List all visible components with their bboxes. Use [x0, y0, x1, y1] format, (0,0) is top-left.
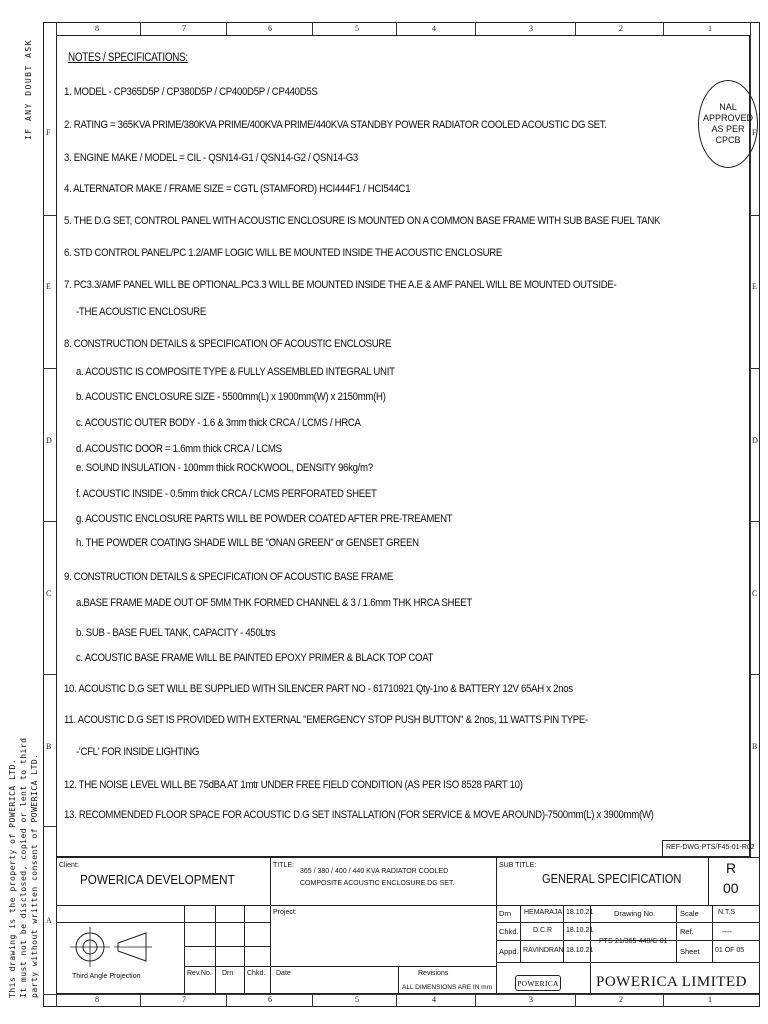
title-line1: 365 / 380 / 400 / 440 KVA RADIATOR COOLED	[300, 868, 449, 875]
note-subitem: h. THE POWDER COATING SHADE WILL BE "ONAN GREEN" or GENSET GREEN	[76, 537, 419, 549]
zone-label: D	[46, 436, 52, 445]
zone-label: 2	[619, 24, 623, 33]
appd-label: Appd.	[499, 947, 519, 956]
note-item: 10. ACOUSTIC D.G SET WILL BE SUPPLIED WITH SILENCER PART NO - 61710921 Qty-1no & BATTERY 12V 65AH x 2nos	[64, 683, 573, 695]
zone-label: 5	[355, 24, 359, 33]
note-subitem: a. ACOUSTIC IS COMPOSITE TYPE & FULLY ASSEMBLED INTEGRAL UNIT	[76, 366, 395, 378]
zone-label: 2	[619, 995, 623, 1004]
side-property-line1: This drawing is the property of POWERICA LTD.	[8, 758, 17, 998]
stamp-line: NAL	[719, 102, 737, 112]
title-line2: COMPOSITE ACOUSTIC ENCLOSURE DG SET.	[300, 880, 455, 887]
note-item: 4. ALTERNATOR MAKE / FRAME SIZE = CGTL (STAMFORD) HCI444F1 / HCI544C1	[64, 183, 411, 195]
zone-label: 1	[708, 24, 712, 33]
revisions-label: Revisions	[418, 970, 449, 977]
note-item: 11. ACOUSTIC D.G SET IS PROVIDED WITH EXTERNAL "EMERGENCY STOP PUSH BUTTON" & 2nos, 11 WATTS PIN TYPE-	[64, 714, 588, 726]
sheet-label: Sheet	[680, 947, 700, 956]
zone-label: 6	[268, 24, 272, 33]
zone-label: 7	[182, 24, 186, 33]
note-item: 7. PC3.3/AMF PANEL WILL BE OPTIONAL.PC3.3 WILL BE MOUNTED INSIDE THE A.E & AMF PANEL WILL BE MOUNTED OUTSIDE-	[64, 279, 617, 291]
rev-no-label: Rev.No.	[187, 970, 212, 977]
note-item: -'CFL' FOR INSIDE LIGHTING	[76, 746, 200, 758]
drn-label: Drn	[499, 909, 512, 918]
zone-label: 7	[182, 995, 186, 1004]
ref-label: Ref.	[680, 927, 694, 936]
note-subitem: f. ACOUSTIC INSIDE - 0.5mm thick CRCA / LCMS PERFORATED SHEET	[76, 488, 377, 500]
note-item: 6. STD CONTROL PANEL/PC 1.2/AMF LOGIC WILL BE MOUNTED INSIDE THE ACOUSTIC ENCLOSURE	[64, 247, 502, 259]
drawing-no-label: Drawing No.	[614, 909, 656, 918]
note-item: 5. THE D.G SET, CONTROL PANEL WITH ACOUSTIC ENCLOSURE IS MOUNTED ON A COMMON BASE FRAME WITH SUB BASE FUEL TANK	[64, 215, 661, 227]
note-item: 3. ENGINE MAKE / MODEL = CIL - QSN14-G1 / QSN14-G2 / QSN14-G3	[64, 152, 358, 164]
zone-label: 4	[432, 24, 436, 33]
client-name: POWERICA DEVELOPMENT	[80, 872, 235, 887]
note-subitem: b. SUB - BASE FUEL TANK, CAPACITY - 450Ltrs	[76, 627, 276, 639]
note-item: 8. CONSTRUCTION DETAILS & SPECIFICATION OF ACOUSTIC ENCLOSURE	[64, 338, 392, 350]
zone-label: 1	[708, 995, 712, 1004]
sheet-value: 01 OF 05	[715, 947, 745, 954]
chkd-date: 18.10.21	[566, 927, 594, 934]
scale-label: Scale	[680, 909, 699, 918]
zone-label: B	[752, 742, 758, 751]
side-property-line2: It must not be disclosed, copied or lent to third	[19, 737, 28, 998]
subtitle: GENERAL SPECIFICATION	[542, 871, 682, 886]
note-item: 12. THE NOISE LEVEL WILL BE 75dBA AT 1mtr UNDER FREE FIELD CONDITION (AS PER ISO 8528 PART 10)	[64, 779, 523, 791]
note-subitem: b. ACOUSTIC ENCLOSURE SIZE - 5500mm(L) x 1900mm(W) x 2150mm(H)	[76, 391, 386, 403]
note-subitem: c. ACOUSTIC OUTER BODY - 1.6 & 3mm thick CRCA / LCMS / HRCA	[76, 417, 361, 429]
third-angle-projection-icon	[66, 925, 162, 973]
zone-label: C	[46, 589, 52, 598]
project-label: Project:	[273, 909, 297, 916]
zone-label: 5	[355, 995, 359, 1004]
note-subitem: c. ACOUSTIC BASE FRAME WILL BE PAINTED EPOXY PRIMER & BLACK TOP COAT	[76, 652, 434, 664]
zone-label: 3	[529, 995, 533, 1004]
appd-date: 18.10.21	[566, 947, 594, 954]
drn-name: HEMARAJA	[524, 909, 563, 916]
note-item: -THE ACOUSTIC ENCLOSURE	[76, 306, 206, 318]
zone-label: F	[46, 128, 51, 137]
zone-label: B	[46, 742, 52, 751]
projection-label: Third Angle Projection	[72, 973, 141, 980]
subtitle-label: SUB TITLE:	[499, 862, 537, 869]
company-name: POWERICA LIMITED	[596, 974, 747, 990]
zone-label: A	[46, 916, 52, 925]
scale-value: N.T.S	[718, 909, 736, 916]
note-item: 2. RATING = 365KVA PRIME/380KVA PRIME/400KVA PRIME/440KVA STANDBY POWER RADIATOR COOLED ACOUSTIC DG SET.	[64, 119, 607, 131]
chkd-column-label: Chkd.	[247, 970, 266, 977]
chkd-name: D.C.R	[533, 927, 553, 934]
client-label: Client:	[59, 862, 79, 869]
zone-label: 8	[95, 24, 99, 33]
drawing-no: PTS-21/365-440/C-01	[599, 938, 668, 945]
drn-column-label: Drn	[222, 970, 234, 977]
note-subitem: g. ACOUSTIC ENCLOSURE PARTS WILL BE POWDER COATED AFTER PRE-TREAMENT	[76, 513, 453, 525]
side-doubt-text: IF ANY DOUBT ASK	[24, 38, 33, 140]
chkd-label: Chkd.	[499, 927, 519, 936]
notes-title: NOTES / SPECIFICATIONS:	[68, 52, 188, 64]
date-column-label: Date	[276, 970, 291, 977]
note-item: 9. CONSTRUCTION DETAILS & SPECIFICATION OF ACOUSTIC BASE FRAME	[64, 571, 394, 583]
stamp-line: APPROVED	[702, 113, 753, 123]
zone-label: C	[752, 589, 758, 598]
appd-name: RAVINDRAN	[523, 947, 564, 954]
note-item: 13. RECOMMENDED FLOOR SPACE FOR ACOUSTIC D.G SET INSTALLATION (FOR SERVICE & MOVE AROUND)-7500mm(L) x 3900mm(W)	[64, 809, 654, 821]
ref-code: REF-DWG-PTS/F45-01-R02	[666, 844, 755, 851]
powerica-logo	[515, 975, 561, 991]
zone-label: 4	[432, 995, 436, 1004]
side-property-line3: party without written consent of POWERICA LTD.	[30, 753, 39, 998]
zone-label: D	[752, 436, 758, 445]
dimensions-note: ALL DIMENSIONS ARE IN mm	[402, 984, 493, 991]
note-item: 1. MODEL - CP365D5P / CP380D5P / CP400D5P / CP440D5S	[64, 86, 318, 98]
note-subitem: d. ACOUSTIC DOOR = 1.6mm thick CRCA / LCMS	[76, 443, 282, 455]
zone-label: E	[46, 282, 51, 291]
note-subitem: a.BASE FRAME MADE OUT OF 5MM THK FORMED CHANNEL & 3 / 1.6mm THK HRCA SHEET	[76, 597, 472, 609]
zone-label: F	[752, 128, 757, 137]
zone-label: E	[752, 282, 757, 291]
zone-label: 3	[529, 24, 533, 33]
zone-label: 8	[95, 995, 99, 1004]
nal-approved-stamp	[698, 80, 758, 168]
note-subitem: e. SOUND INSULATION - 100mm thick ROCKWOOL, DENSITY 96kg/m?	[76, 462, 373, 474]
logo-text: POWERICA	[517, 978, 559, 988]
ref-code-box	[662, 840, 755, 857]
zone-label: 6	[268, 995, 272, 1004]
stamp-line: AS PER CPCB	[711, 124, 745, 145]
revision-letter: R	[726, 860, 737, 876]
drn-date: 18.10.21	[566, 909, 594, 916]
ref-value: ----	[722, 927, 732, 936]
title-label: TITLE:	[273, 862, 295, 869]
revision-number: 00	[723, 880, 739, 896]
